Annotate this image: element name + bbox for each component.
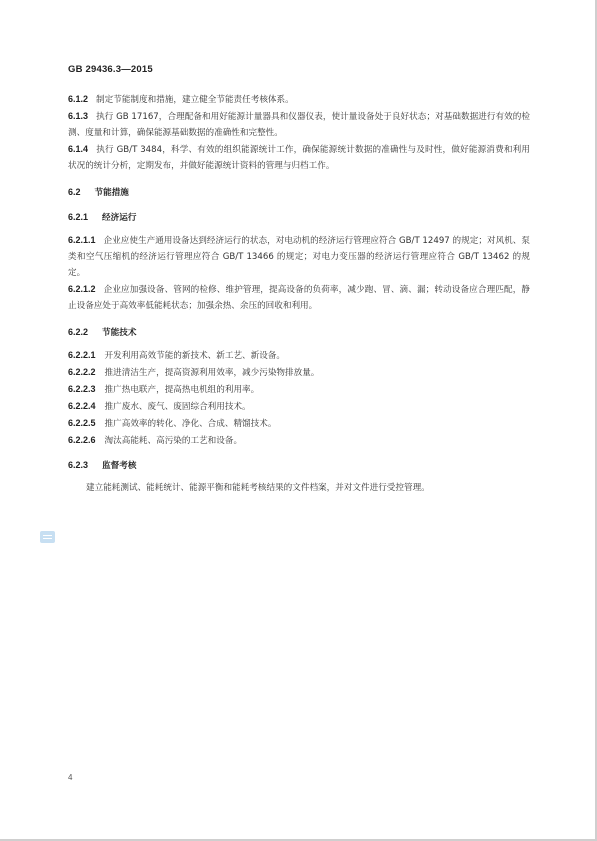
clause-text: 推广废水、废气、废固综合利用技术。 bbox=[104, 402, 251, 412]
clause-text: 开发利用高效节能的新技术、新工艺、新设备。 bbox=[104, 351, 286, 361]
standard-number-header: GB 29436.3—2015 bbox=[68, 64, 153, 75]
clause-6-1-4 bbox=[68, 141, 530, 174]
clause-number: 6.2.1.1 bbox=[68, 235, 96, 245]
clause-text: 企业应使生产通用设备达到经济运行的状态，对电动机的经济运行管理应符合 GB/T 12497 的规定；对风机、泵类和空气压缩机的经济运行管理应符合 GB/T 13466 的规定；对电力变压器的经济运行管理应符合 GB/T 13462 的规定。 bbox=[68, 236, 530, 278]
clause-text: 推广高效率的转化、净化、合成、精馏技术。 bbox=[104, 419, 277, 429]
section-heading-6-2-2 bbox=[68, 324, 530, 341]
clause-text: 推进清洁生产，提高资源利用效率，减少污染物排放量。 bbox=[104, 368, 320, 378]
section-number: 6.2.2 bbox=[68, 327, 89, 337]
clause-6-2-2-5 bbox=[68, 415, 530, 432]
clause-number: 6.1.3 bbox=[68, 111, 89, 121]
clause-number: 6.2.1.2 bbox=[68, 284, 96, 294]
clause-number: 6.2.2.4 bbox=[68, 401, 96, 411]
section-title: 节能措施 bbox=[94, 188, 129, 198]
clause-6-2-1-2 bbox=[68, 281, 530, 314]
clause-6-2-2-2 bbox=[68, 364, 530, 381]
clause-number: 6.2.2.6 bbox=[68, 435, 96, 445]
section-title: 监督考核 bbox=[102, 461, 137, 471]
clause-text: 推广热电联产，提高热电机组的利用率。 bbox=[104, 385, 260, 395]
clause-text: 企业应加强设备、管网的检修、维护管理，提高设备的负荷率，减少跑、冒、滴、漏；转动设备应合理匹配，静止设备应处于高效率低能耗状态；加强余热、余压的回收和利用。 bbox=[68, 285, 530, 311]
clause-6-1-2 bbox=[68, 91, 530, 108]
document-body bbox=[68, 91, 530, 496]
section-number: 6.2 bbox=[68, 187, 81, 197]
clause-6-2-1-1 bbox=[68, 232, 530, 281]
clause-6-2-3-text: 建立能耗测试、能耗统计、能源平衡和能耗考核结果的文件档案，并对文件进行受控管理。 bbox=[86, 483, 430, 493]
clause-number: 6.2.2.2 bbox=[68, 367, 96, 377]
clause-text: 淘汰高能耗、高污染的工艺和设备。 bbox=[104, 436, 243, 446]
clause-6-2-2-1 bbox=[68, 347, 530, 364]
clause-text: 执行 GB 17167，合理配备和用好能源计量器具和仪器仪表，使计量设备处于良好状态；对基础数据进行有效的检测、度量和计算，确保能源基础数据的准确性和完整性。 bbox=[68, 112, 530, 138]
section-heading-6-2-1 bbox=[68, 209, 530, 226]
clause-6-2-2-3 bbox=[68, 381, 530, 398]
clause-6-2-2-6 bbox=[68, 432, 530, 449]
clause-number: 6.1.2 bbox=[68, 94, 89, 104]
clause-6-1-3 bbox=[68, 108, 530, 141]
clause-6-2-2-4 bbox=[68, 398, 530, 415]
clause-number: 6.2.2.1 bbox=[68, 350, 96, 360]
clause-number: 6.2.2.3 bbox=[68, 384, 96, 394]
section-number: 6.2.1 bbox=[68, 212, 89, 222]
clause-text: 执行 GB/T 3484，科学、有效的组织能源统计工作，确保能源统计数据的准确性与及时性，做好能源消费和利用状况的统计分析，定期发布，并做好能源统计资料的管理与归档工作。 bbox=[68, 145, 530, 171]
section-number: 6.2.3 bbox=[68, 460, 89, 470]
clause-number: 6.1.4 bbox=[68, 144, 89, 154]
section-heading-6-2 bbox=[68, 184, 530, 201]
clause-number: 6.2.2.5 bbox=[68, 418, 96, 428]
side-tab-icon[interactable] bbox=[40, 531, 55, 543]
section-title: 节能技术 bbox=[102, 328, 137, 338]
section-title: 经济运行 bbox=[102, 213, 137, 223]
section-heading-6-2-3 bbox=[68, 457, 530, 474]
clause-text: 制定节能制度和措施，建立健全节能责任考核体系。 bbox=[96, 95, 294, 105]
page-number: 4 bbox=[68, 773, 73, 782]
